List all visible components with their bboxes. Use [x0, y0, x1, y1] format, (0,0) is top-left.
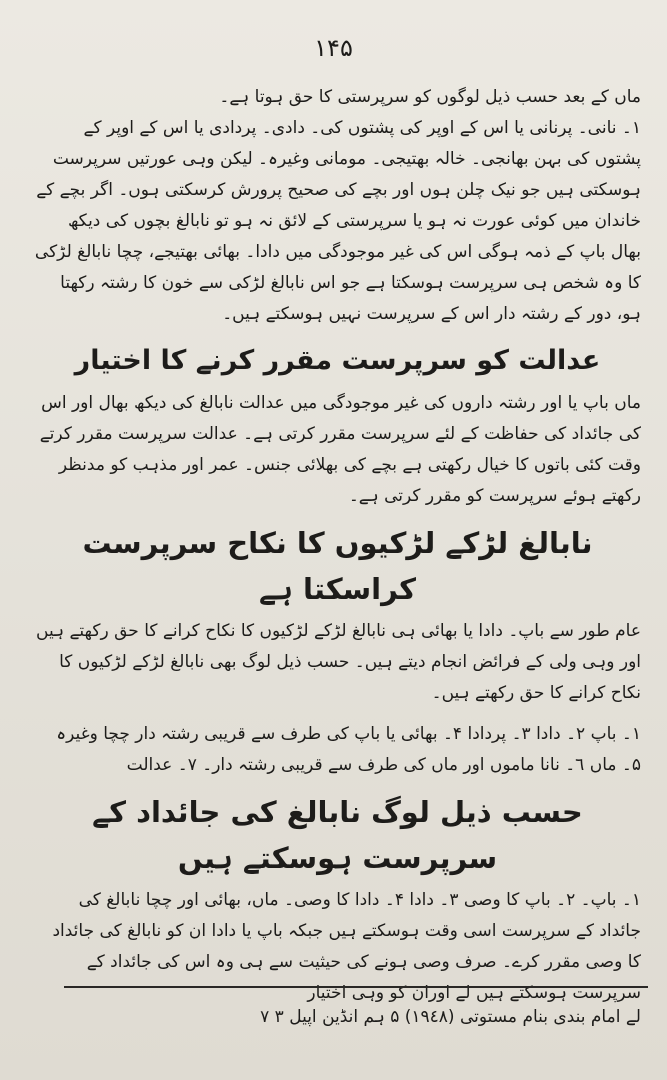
- list-marriage-guardians: ١۔ باپ ٢۔ دادا ٣۔ پردادا ۴۔ بھائی یا باپ کی طرف سے قریبی رشتہ دار چچا وغیرہ ۵۔ ماں ٦۔ نانا ماموں اور ماں کی طرف سے قریبی رشتہ دار۔ ٧۔ عدالت: [56, 724, 641, 775]
- section-heading-property: حسب ذیل لوگ نابالغ کی جائداد کے سرپرست ہوسکتے ہیں: [92, 795, 583, 875]
- intro-line: ماں کے بعد حسب ذیل لوگوں کو سرپرستی کا حق ہوتا ہے۔: [219, 87, 641, 107]
- section-heading-marriage: نابالغ لڑکے لڑکیوں کا نکاح سرپرست کراسکتا ہے: [82, 526, 593, 606]
- page-body: [34, 82, 641, 1009]
- footnote-divider: [64, 986, 648, 988]
- paragraph-marriage-guardians: عام طور سے باپ۔ دادا یا بھائی ہی نابالغ لڑکے لڑکیوں کا نکاح کرانے کا حق رکھتے ہیں اور وہی ولی کے فرائض انجام دیتے ہیں۔ حسب ذیل لوگ بھی نابالغ لڑکے لڑکیوں کا نکاح کرانے کا حق رکھتے ہیں۔: [36, 621, 641, 703]
- paragraph-court-appointment: ماں باپ یا اور رشتہ داروں کی غیر موجودگی میں عدالت نابالغ کی دیکھ بھال اور اس کی جائداد کی حفاظت کے لئے سرپرست مقرر کرتی ہے۔ عدالت سرپرست مقرر کرتے وقت کئی باتوں کا خیال رکھتی ہے بچے کی بھلائی جنس۔ عمر اور مذہب کو مدنظر رکھتے ہوئے سرپرست کو مقرر کرتی ہے۔: [39, 393, 641, 506]
- page-number: ١۴۵: [314, 34, 353, 62]
- paragraph-property-guardians: ١۔ باپ۔ ٢۔ باپ کا وصی ٣۔ دادا ۴۔ دادا کا وصی۔ ماں، بھائی اور چچا نابالغ کی جائداد کے سرپرست اسی وقت ہوسکتے ہیں جبکہ باپ یا دادا ان کو نابالغ کی جائداد کا وصی مقرر کرے۔ صرف وصی ہونے کی حیثیت سے ہی وہ اس کی جائداد کے سرپرست ہوسکتے ہیں لے اوران کو وہی اختیار: [52, 890, 641, 1003]
- paragraph-female-guardians: ١۔ نانی۔ پرنانی یا اس کے اوپر کی پشتوں کی۔ دادی۔ پردادی یا اس کے اوپر کے پشتوں کی بہن بھانجی۔ خالہ بھتیجی۔ مومانی وغیرہ۔ لیکن وہی عورتیں سرپرست ہوسکتی ہیں جو نیک چلن ہوں اور بچے کی صحیح پرورش کرسکتی ہوں۔ اگر بچے کے خاندان میں کوئی عورت نہ ہو یا سرپرستی کے لائق نہ ہو تو نابالغ بچوں کی دیکھ بھال باپ کے ذمہ ہوگی اس کی غیر موجودگی میں دادا۔ بھائی بھتیجے، چچا نابالغ لڑکی کا وہ شخص ہی سرپرست ہوسکتا ہے جو اس نابالغ لڑکی سے خون کا رشتہ رکھتا ہو، دور کے رشتہ دار اس کے سرپرست نہیں ہوسکتے ہیں۔: [34, 118, 641, 324]
- footnote: لے امام بندی بنام مستوتی (١٩٤٨) ۵ ہم انڈین اپیل ٣ ٧: [260, 1007, 641, 1027]
- section-heading-court: عدالت کو سرپرست مقرر کرنے کا اختیار: [74, 345, 601, 376]
